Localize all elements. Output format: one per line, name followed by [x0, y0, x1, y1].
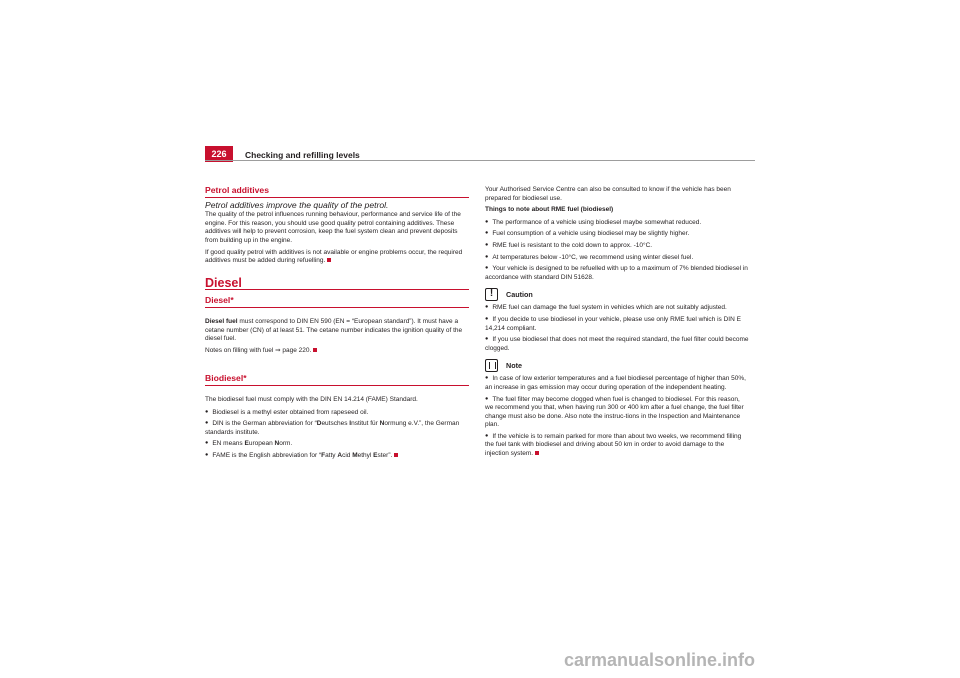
page-number: 226 [205, 146, 233, 162]
list-item: ● If you use biodiesel that does not meet the required standard, the fuel filter could become clogged. [485, 335, 749, 353]
caution-callout [485, 288, 749, 301]
heading-petrol-additives: Petrol additives [205, 186, 469, 198]
heading-things-to-note: Things to note about RME fuel (biodiesel) [485, 206, 614, 214]
list-item: ● RME fuel is resistant to the cold down to approx. -10°C. [485, 241, 749, 251]
subtitle-petrol-additives: Petrol additives improve the quality of the petrol. [205, 199, 389, 210]
header-rule [205, 160, 755, 161]
paragraph-petrol-2 [205, 249, 469, 266]
list-item: ● If the vehicle is to remain parked for more than about two weeks, we recommend filling the fuel tank with biodiesel and driving about 50 km in order to avoid damage to the injection system. [485, 432, 749, 459]
list-item: ● Your vehicle is designed to be refuelled with up to a maximum of 7% blended biodiesel in accordance with standard DIN 51628. [485, 264, 749, 282]
list-item: ● At temperatures below -10°C, we recommend using winter diesel fuel. [485, 253, 749, 263]
list-item: ● FAME is the English abbreviation for “Fatty Acid Methyl Ester”. [205, 451, 469, 461]
list-item: ● Fuel consumption of a vehicle using biodiesel may be slightly higher. [485, 229, 749, 239]
paragraph-petrol-1: The quality of the petrol influences running behaviour, performance and service life of the engine. For this reason, you should use good quality petrol containing additives. These additives will help to prevent corrosion, keep the fuel system clean and prevent deposits from building up in the engine. [205, 211, 461, 244]
list-item: ● If you decide to use biodiesel in your vehicle, please use only RME fuel which is DIN E 14,214 compliant. [485, 315, 749, 333]
list-item: ● In case of low exterior temperatures and a fuel biodiesel percentage of higher than 50%, an increase in gas emission may occur during operation of the independent heating. [485, 374, 749, 392]
heading-biodiesel-star: Biodiesel* [205, 374, 469, 386]
right-column [485, 186, 749, 461]
section-end-marker [394, 453, 398, 457]
list-item: ● EN means European Norm. [205, 439, 469, 449]
list-item: ● RME fuel can damage the fuel system in vehicles which are not suitably adjusted. [485, 303, 749, 313]
diesel-fuel-term: Diesel fuel [205, 317, 238, 325]
note-title: Note [506, 360, 522, 370]
diesel-p1-text: must correspond to DIN EN 590 (EN = “European standard”). It must have a cetane number (CN) of at least 51. The cetane number indicates the ignition quality of the diesel fuel. [205, 317, 463, 343]
list-item: ● Biodiesel is a methyl ester obtained from rapeseed oil. [205, 408, 469, 418]
paragraph-service-centre: Your Authorised Service Centre can also be consulted to know if the vehicle has been prepared for biodiesel use. [485, 186, 731, 202]
paragraph-diesel-2 [205, 347, 469, 356]
watermark: carmanualsonline.info [564, 650, 756, 670]
list-item: ● The performance of a vehicle using biodiesel maybe somewhat reduced. [485, 218, 749, 228]
caution-title: Caution [506, 289, 533, 299]
section-end-marker [535, 451, 539, 455]
section-end-marker [313, 348, 317, 352]
heading-diesel-star: Diesel* [205, 296, 469, 308]
page-reference-link[interactable]: page 220. [280, 346, 312, 354]
petrol-p2-text: If good quality petrol with additives is not available or engine problems occur, the required additives must be added during refuelling. [205, 248, 463, 265]
heading-diesel: Diesel [205, 279, 469, 291]
note-callout [485, 359, 749, 372]
caution-icon [485, 288, 498, 301]
paragraph-biodiesel-1: The biodiesel fuel must comply with the DIN EN 14.214 (FAME) Standard. [205, 395, 418, 403]
diesel-p2-pre: Notes on filling with fuel [205, 346, 276, 354]
note-hand-icon [485, 359, 498, 372]
running-header: Checking and refilling levels [245, 150, 360, 160]
left-column [205, 186, 469, 462]
arrow-icon: ⇒ [275, 346, 281, 354]
list-item: ● The fuel filter may become clogged when fuel is changed to biodiesel. For this reason, we recommend you that, when having run 300 or 400 km after a fuel change, the fuel filter change must also be done. Also note the instruc-tions in the Inspection and Maintenance plan. [485, 395, 749, 430]
list-item: ● DIN is the German abbreviation for “Deutsches Institut für Normung e.V.”, the German standards institute. [205, 419, 469, 437]
section-end-marker [327, 258, 331, 262]
paragraph-diesel-1 [205, 318, 469, 344]
